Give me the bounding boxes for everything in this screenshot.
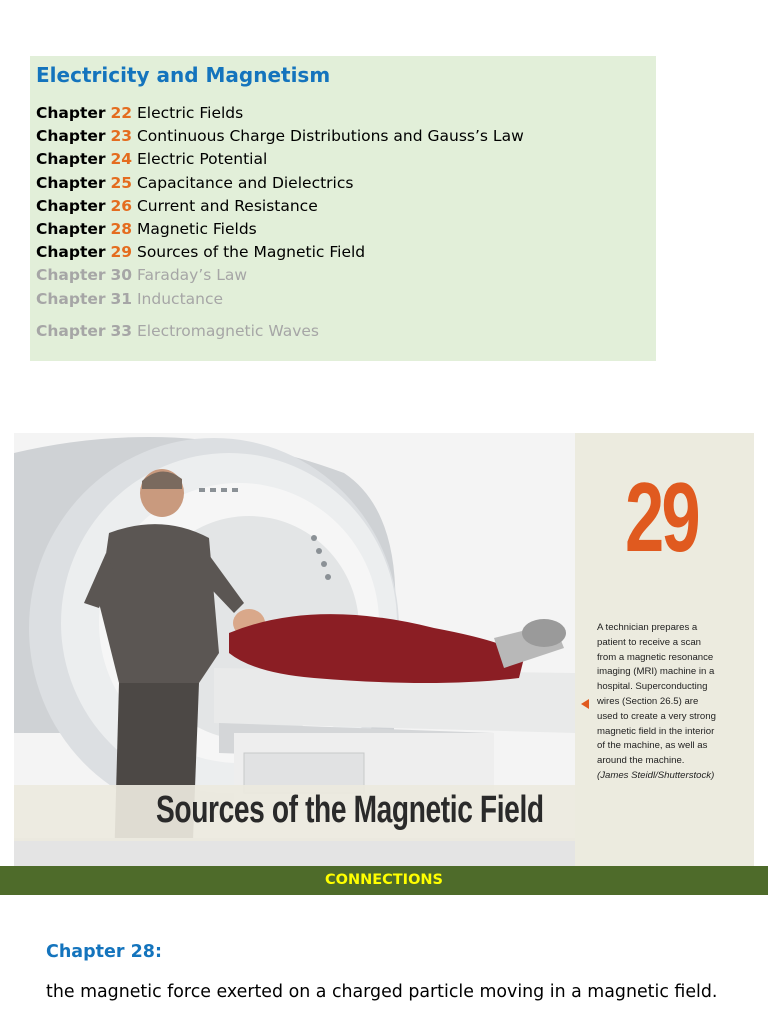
- toc-item: [36, 125, 656, 148]
- toc-item: [36, 195, 656, 218]
- caption-line: wires (Section 26.5) are: [597, 695, 699, 707]
- toc-item-label: Chapter: [36, 220, 106, 239]
- triangle-left-icon: [581, 699, 589, 709]
- chapter-title: Sources of the Magnetic Field: [156, 789, 544, 831]
- caption-line: patient to receive a scan: [597, 636, 701, 648]
- toc-title: Electricity and Magnetism: [36, 63, 331, 87]
- caption-line: hospital. Superconducting: [597, 681, 708, 693]
- toc-item-number: 26: [110, 196, 133, 215]
- toc-item-name: Sources of the Magnetic Field: [136, 243, 366, 262]
- toc-item-label: Chapter: [36, 266, 106, 285]
- caption-line: from a magnetic resonance: [597, 651, 714, 663]
- caption-lines: [597, 621, 747, 769]
- toc-item: [36, 148, 656, 171]
- caption-line: of the machine, as well as: [597, 740, 708, 752]
- toc-item-number: 28: [110, 220, 133, 239]
- toc-item-number: 29: [110, 243, 133, 262]
- caption-line: magnetic field in the interior: [597, 725, 715, 737]
- toc-item: [36, 218, 656, 241]
- toc-item-number: 33: [110, 321, 133, 340]
- toc-item-number: 31: [110, 289, 133, 308]
- toc-item: [36, 102, 656, 125]
- toc-item-label: Chapter: [36, 196, 106, 215]
- toc-item: [36, 172, 656, 195]
- toc-item-label: Chapter: [36, 243, 106, 262]
- chapter-opener: [14, 433, 754, 866]
- connections-label: CONNECTIONS: [325, 872, 443, 888]
- photo-caption: [597, 621, 747, 784]
- toc-item-name: Faraday’s Law: [136, 266, 248, 285]
- photo-credit: (James Steidl/Shutterstock): [597, 769, 715, 781]
- toc-item-name: Continuous Charge Distributions and Gauss’s Law: [136, 127, 524, 146]
- toc-item: [36, 288, 656, 311]
- toc-item-label: Chapter: [36, 150, 106, 169]
- toc-item-label: Chapter: [36, 104, 106, 122]
- toc-list: [36, 102, 656, 343]
- toc-item-number: 24: [110, 150, 133, 169]
- caption-line: imaging (MRI) machine in a: [597, 666, 715, 678]
- chapter-number: 29: [625, 462, 698, 572]
- toc-item-label: Chapter: [36, 127, 106, 146]
- toc-item: [36, 320, 656, 343]
- toc-item: [36, 264, 656, 287]
- toc-item-label: Chapter: [36, 289, 106, 308]
- toc-item-number: 30: [110, 266, 133, 285]
- toc-item-name: Current and Resistance: [136, 196, 318, 215]
- toc-item-label: Chapter: [36, 173, 106, 192]
- toc-item-name: Electric Fields: [136, 104, 244, 122]
- connections-bar: [0, 866, 768, 895]
- toc-item-name: Electromagnetic Waves: [136, 321, 319, 340]
- caption-line: around the machine.: [597, 755, 685, 767]
- section-body: the magnetic force exerted on a charged particle moving in a magnetic field.: [46, 982, 718, 1002]
- toc-item-name: Inductance: [136, 289, 224, 308]
- toc-item-number: 22: [110, 104, 133, 122]
- toc-item-number: 25: [110, 173, 133, 192]
- caption-line: A technician prepares a: [597, 622, 698, 633]
- caption-line: used to create a very strong: [597, 710, 716, 722]
- toc-item-label: Chapter: [36, 321, 106, 340]
- toc-panel: [30, 56, 656, 361]
- toc-item-name: Electric Potential: [136, 150, 268, 169]
- chapter-side-panel: [575, 433, 754, 866]
- toc-item-name: Magnetic Fields: [136, 220, 257, 239]
- toc-item-name: Capacitance and Dielectrics: [136, 173, 354, 192]
- section-heading: Chapter 28:: [46, 942, 162, 962]
- toc-item-number: 23: [110, 127, 133, 146]
- toc-item: [36, 241, 656, 264]
